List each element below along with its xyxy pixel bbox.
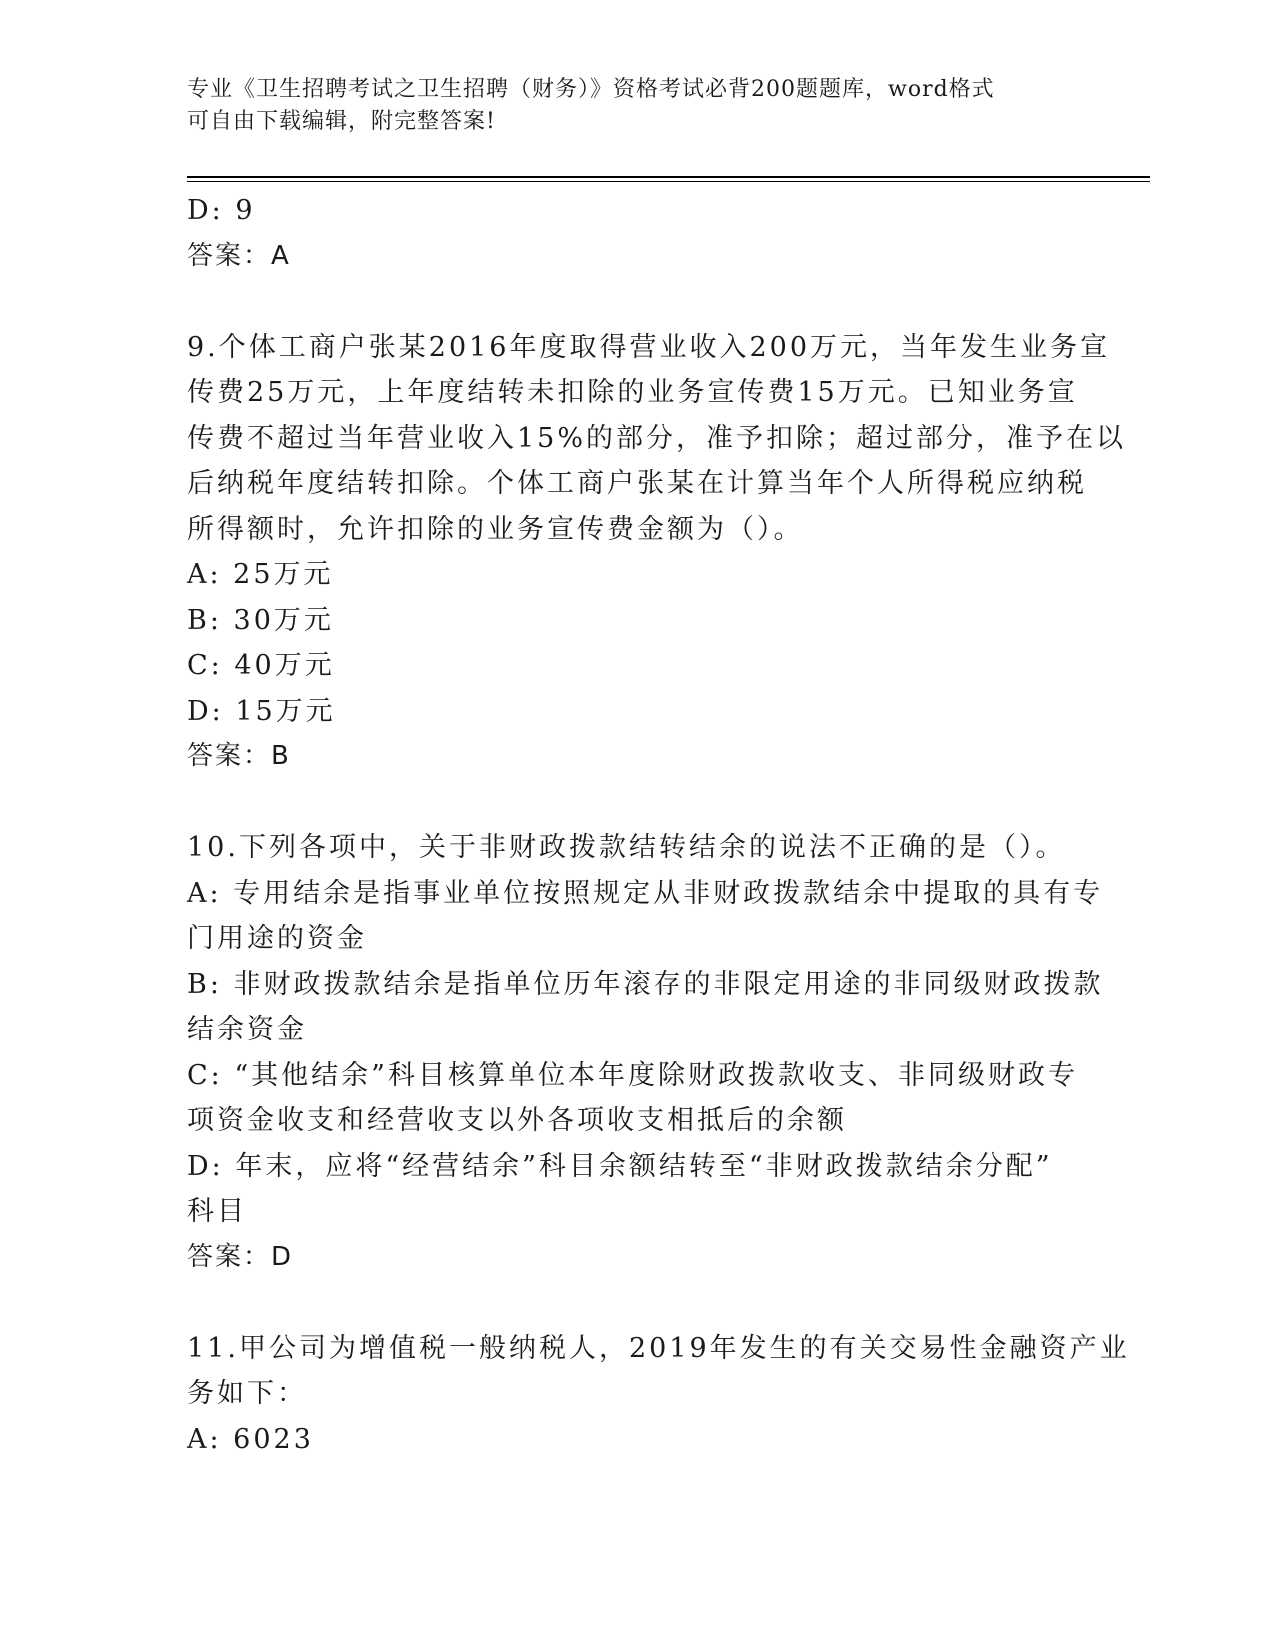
q9-answer: 答案：B xyxy=(187,741,291,771)
q9-option-d: D: 15万元 xyxy=(187,695,336,727)
q9-option-b: B: 30万元 xyxy=(187,604,334,636)
q11-option-a: A: 6023 xyxy=(187,1423,314,1455)
header-divider-thick xyxy=(187,176,1150,178)
q9-option-c: C: 40万元 xyxy=(187,650,335,681)
q9-stem-line: 传费不超过当年营业收入15%的部分，准予扣除；超过部分，准予在以 xyxy=(187,422,1127,454)
q9-stem-line: 传费25万元，上年度结转未扣除的业务宣传费15万元。已知业务宣 xyxy=(187,377,1078,408)
prev-option-d: D: 9 xyxy=(187,195,256,226)
q11-stem-line: 务如下： xyxy=(187,1378,307,1409)
q11-stem-line: 11.甲公司为增值税一般纳税人，2019年发生的有关交易性金融资产业 xyxy=(187,1332,1130,1364)
document-header xyxy=(187,74,1087,138)
question-11 xyxy=(187,1326,1130,1463)
q10-option-c-line: C: “其他结余”科目核算单位本年度除财政拨款收支、非同级财政专 xyxy=(187,1059,1078,1091)
q10-option-b-line: B: 非财政拨款结余是指单位历年滚存的非限定用途的非同级财政拨款 xyxy=(187,968,1104,1000)
q9-stem-line: 9.个体工商户张某2016年度取得营业收入200万元，当年发生业务宣 xyxy=(187,331,1111,363)
q10-option-d-line: 科目 xyxy=(187,1196,247,1227)
header-line-2: 可自由下载编辑，附完整答案! xyxy=(187,109,496,134)
q10-option-a-line: A: 专用结余是指事业单位按照规定从非财政拨款结余中提取的具有专 xyxy=(187,877,1104,909)
q10-option-d-line: D: 年末，应将“经营结余”科目余额结转至“非财政拨款结余分配” xyxy=(187,1150,1053,1182)
q10-option-c-line: 项资金收支和经营收支以外各项收支相抵后的余额 xyxy=(187,1105,847,1136)
q10-option-b-line: 结余资金 xyxy=(187,1014,307,1045)
q9-option-a: A: 25万元 xyxy=(187,559,334,590)
spacer xyxy=(187,780,1087,826)
header-line-1: 专业《卫生招聘考试之卫生招聘（财务）》资格考试必背200题题库，word格式 xyxy=(187,77,995,102)
q10-stem: 10.下列各项中，关于非财政拨款结转结余的说法不正确的是（）。 xyxy=(187,832,1066,863)
q9-stem-line: 后纳税年度结转扣除。个体工商户张某在计算当年个人所得税应纳税 xyxy=(187,468,1087,499)
question-content xyxy=(187,188,1130,1462)
question-9 xyxy=(187,325,1127,780)
header-divider-thin xyxy=(187,181,1150,182)
question-10 xyxy=(187,825,1104,1280)
prev-answer: 答案：A xyxy=(187,240,291,271)
spacer xyxy=(187,279,1087,325)
q10-answer: 答案：D xyxy=(187,1241,294,1272)
spacer xyxy=(187,1280,1087,1326)
q9-stem-line: 所得额时，允许扣除的业务宣传费金额为（）。 xyxy=(187,513,804,545)
q10-option-a-line: 门用途的资金 xyxy=(187,923,367,954)
